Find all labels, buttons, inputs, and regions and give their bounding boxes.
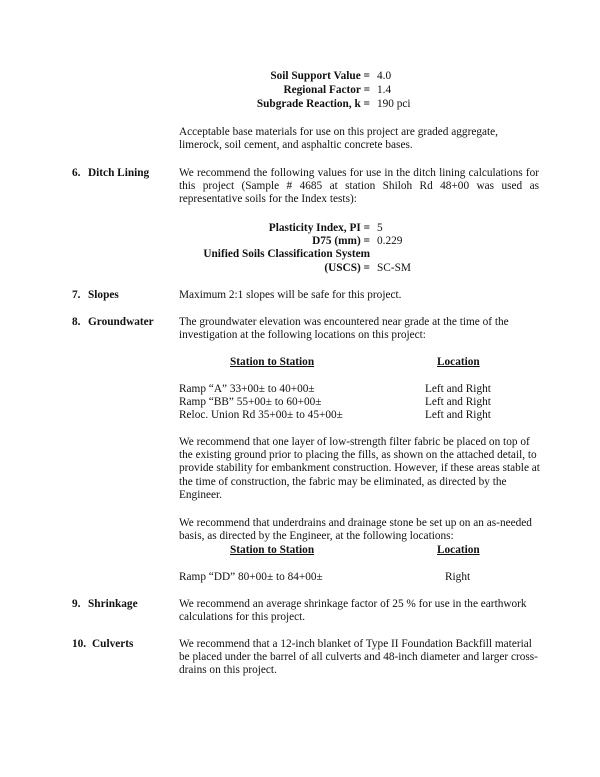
section-8-title: Groundwater	[88, 316, 154, 328]
subgrade-reaction-value: 190 pci	[377, 98, 411, 110]
uscs-label-line2: (USCS) =	[324, 262, 370, 274]
location-column-header-2: Location	[437, 544, 480, 556]
section-7-title: Slopes	[88, 289, 119, 301]
underdrains-paragraph: We recommend that underdrains and drainage stone be set up on an as-needed basis, as directed by the Engineer, at the following locations:	[179, 517, 532, 543]
d75-value: 0.229	[377, 235, 403, 247]
section-6-number: 6.	[72, 167, 81, 179]
uscs-label-line1: Unified Soils Classification System	[203, 248, 370, 260]
section-10-number: 10.	[72, 638, 87, 650]
subgrade-reaction-label: Subgrade Reaction, k =	[256, 98, 370, 110]
plasticity-index-label: Plasticity Index, PI =	[268, 222, 370, 234]
base-materials-paragraph: Acceptable base materials for use on this project are graded aggregate, limerock, soil cement, and asphaltic concrete bases.	[179, 126, 498, 152]
uscs-value: SC-SM	[377, 262, 411, 274]
table-row-station: Ramp “DD” 80+00± to 84+00±	[179, 571, 323, 583]
table-row-location: Right	[445, 571, 471, 583]
section-8-number: 8.	[72, 316, 81, 328]
soil-support-label: Soil Support Value =	[270, 70, 370, 82]
table-row-location: Left and Right	[425, 396, 491, 408]
station-column-header-2: Station to Station	[230, 544, 315, 556]
section-9-title: Shrinkage	[88, 598, 138, 610]
table-row-station: Reloc. Union Rd 35+00± to 45+00±	[179, 409, 343, 421]
plasticity-index-value: 5	[377, 222, 383, 234]
regional-factor-value: 1.4	[377, 84, 392, 96]
table-row-station: Ramp “A” 33+00± to 40+00±	[179, 383, 315, 395]
station-column-header: Station to Station	[230, 356, 315, 368]
culverts-paragraph: We recommend that a 12-inch blanket of Type II Foundation Backfill material be placed under the barrel of all culverts and 48-inch diameter and larger cross-drains on this project.	[179, 638, 538, 677]
table-row-location: Left and Right	[425, 409, 491, 421]
filter-fabric-paragraph: We recommend that one layer of low-strength filter fabric be placed on top of the existing ground prior to placing the fills, as shown on the attached detail, to provide stability for embankment construction. However, if these areas stable at the time of construction, the fabric may be eliminated, as directed by the Engineer.	[179, 436, 540, 501]
section-9-number: 9.	[72, 598, 81, 610]
shrinkage-paragraph: We recommend an average shrinkage factor of 25 % for use in the earthwork calculations for this project.	[179, 598, 527, 624]
table-row-station: Ramp “BB” 55+00± to 60+00±	[179, 396, 322, 408]
section-10-title: Culverts	[92, 638, 134, 650]
section-7-number: 7.	[72, 289, 81, 301]
section-6-title: Ditch Lining	[88, 167, 150, 179]
slopes-paragraph: Maximum 2:1 slopes will be safe for this project.	[179, 289, 402, 301]
table-row-location: Left and Right	[425, 383, 491, 395]
regional-factor-label: Regional Factor =	[283, 84, 370, 96]
ditch-lining-paragraph: We recommend the following values for use in the ditch lining calculations for this project (Sample # 4685 at station Shiloh Rd 48+00 was used as representative soils for the Index tests):	[179, 167, 539, 206]
d75-label: D75 (mm) =	[312, 235, 370, 247]
groundwater-paragraph: The groundwater elevation was encountered near grade at the time of the investigation at the following locations on this project:	[179, 316, 509, 342]
location-column-header: Location	[437, 356, 480, 368]
soil-support-value: 4.0	[377, 70, 392, 82]
